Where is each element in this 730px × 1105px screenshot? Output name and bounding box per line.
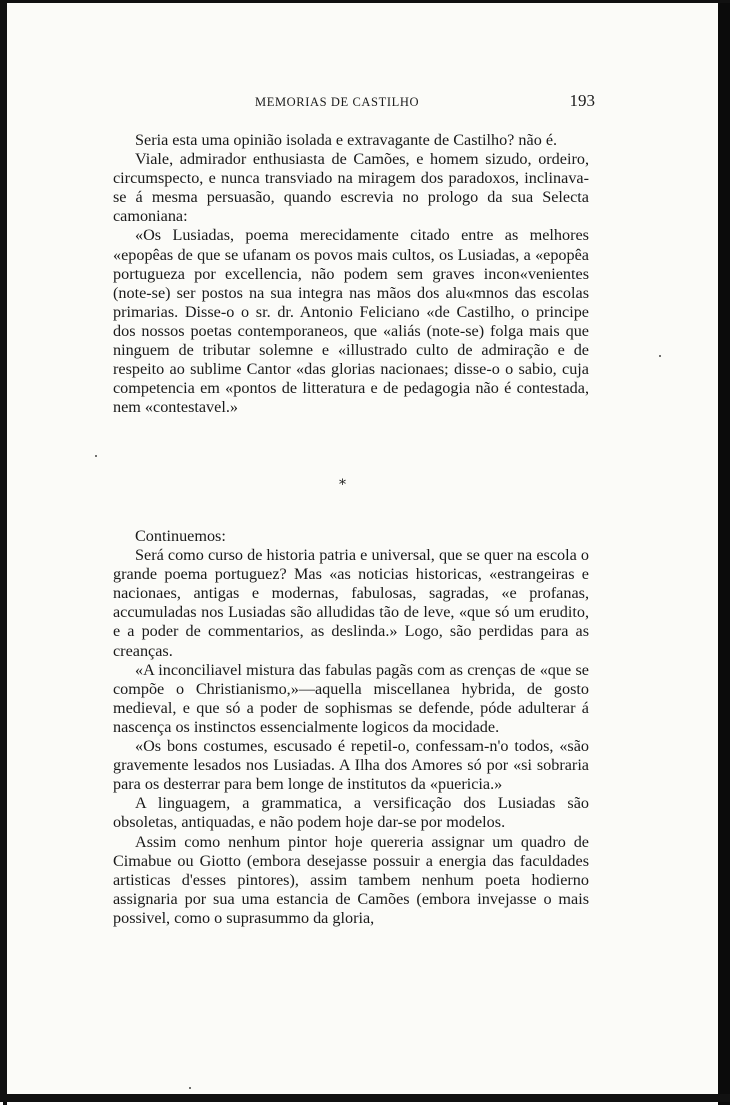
scan-speck	[659, 355, 661, 357]
paragraph-pintor: Assim como nenhum pintor hoje quereria assignar um quadro de Cimabue ou Giotto (embora desejasse possuir a energia das faculdades artisticas d'esses pintores), assim tambem nenhum poeta hodierno assignaria por sua uma estancia de Camões (embora invejasse o mais possivel, como o suprasummo da gloria,	[113, 832, 589, 927]
scan-speck	[95, 455, 97, 457]
page-number: 193	[569, 91, 595, 110]
running-header	[255, 91, 595, 115]
paragraph-costumes: «Os bons costumes, escusado é repetil-o, confessam-n'o todos, «são gravemente lesados nos Lusiadas. A Ilha dos Amores só por «si sobraria para os desterrar para bem longe de institutos da «puericia.»	[113, 737, 589, 794]
scan-border-left	[3, 3, 7, 1105]
paragraph-opinion: Seria esta uma opinião isolada e extravagante de Castilho? não é.	[135, 131, 558, 149]
paragraph-quote-lusiadas: «Os Lusiadas, poema merecidamente citado entre as melhores «epopêas de que se ufanam os povos mais cultos, os Lusiadas, a «epopêa portugueza por excellencia, não podem sem graves incon«venientes (note-se) ser postos na sua integra nas mãos dos alu«mnos das escolas primarias. Disse-o o sr. dr. Antonio Feliciano «de Castilho, o principe dos nossos poetas contemporaneos, que «aliás (note-se) folga mais que ninguem de tributar solemne e «illustrado culto de admiração e de respeito ao sublime Cantor «das glorias nacionaes; disse-o o sabio, cuja competencia em «pontos de litteratura e de pedagogia não é contestada, nem «contestavel.»	[113, 226, 589, 417]
section-separator: *	[339, 477, 346, 493]
paragraph-continuemos: Continuemos:	[135, 527, 226, 545]
paragraph-viale: Viale, admirador enthusiasta de Camões, e homem sizudo, ordeiro, circumspecto, e nunca transviado na miragem dos paradoxos, inclinava-se á mesma persuasão, quando escrevia no prologo da sua Selecta camoniana:	[113, 150, 589, 226]
running-title: MEMORIAS DE CASTILHO	[255, 95, 420, 109]
scan-border-bottom	[3, 1094, 730, 1102]
scan-border-right	[718, 3, 730, 1105]
paragraph-linguagem: A linguagem, a grammatica, a versificação dos Lusiadas são obsoletas, antiquadas, e não podem hoje dar-se por modelos.	[113, 794, 589, 832]
section-two	[113, 527, 589, 928]
section-one	[113, 131, 589, 417]
scan-speck	[189, 1087, 191, 1089]
paragraph-historia: Será como curso de historia patria e universal, que se quer na escola o grande poema portuguez? Mas «as noticias historicas, «estrangeiras e nacionaes, antigas e modernas, fabulosas, sagradas, «e profanas, accumuladas nos Lusiadas são alludidas tão de leve, «que só um erudito, e a poder de commentarios, as deslinda.» Logo, são perdidas para as creanças.	[113, 546, 589, 660]
paragraph-fabulas: «A inconciliavel mistura das fabulas pagãs com as crenças de «que se compõe o Christianismo,»—aquella miscellanea hybrida, de gosto medieval, e que só a poder de sophismas se defende, póde adulterar á nascença os instinctos essencialmente logicos da mocidade.	[113, 660, 589, 736]
